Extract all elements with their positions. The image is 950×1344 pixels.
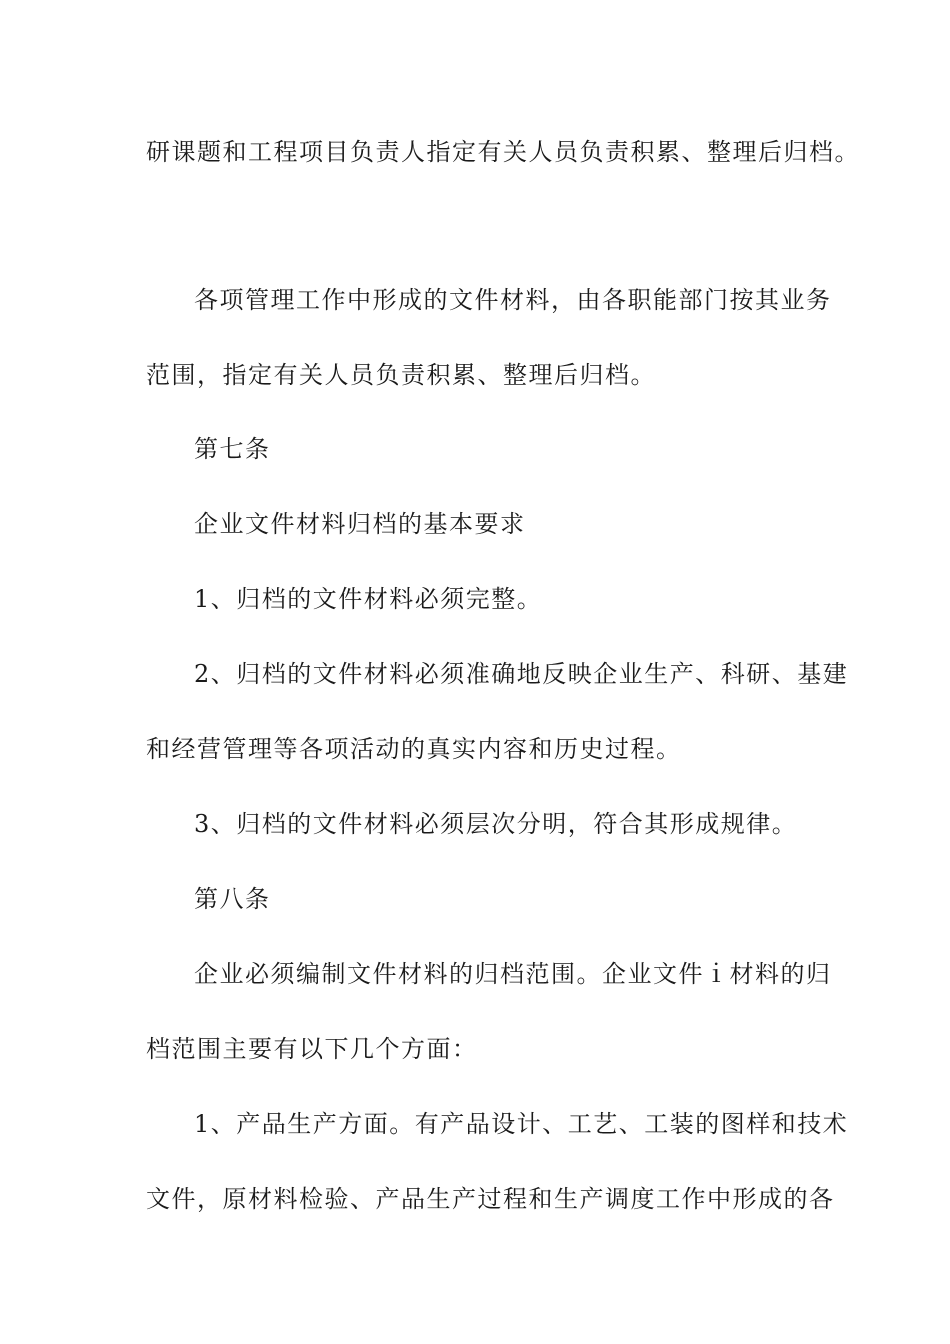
text-line: 企业必须编制文件材料的归档范围。企业文件ｉ材料的归 <box>194 960 832 988</box>
article-heading: 第七条 <box>194 435 271 463</box>
text-line: 范围，指定有关人员负责积累、整理后归档。 <box>146 361 656 389</box>
text-line: 研课题和工程项目负责人指定有关人员负责积累、整理后归档。 <box>146 138 860 166</box>
text-line: 文件，原材料检验、产品生产过程和生产调度工作中形成的各 <box>146 1185 835 1213</box>
list-item: 1、归档的文件材料必须完整。 <box>194 585 543 613</box>
list-item: 2、归档的文件材料必须准确地反映企业生产、科研、基建 <box>194 660 849 688</box>
list-item: 3、归档的文件材料必须层次分明，符合其形成规律。 <box>194 810 798 838</box>
text-line: 各项管理工作中形成的文件材料，由各职能部门按其业务 <box>194 286 832 314</box>
text-line: 企业文件材料归档的基本要求 <box>194 510 526 538</box>
list-item: 1、产品生产方面。有产品设计、工艺、工装的图样和技术 <box>194 1110 849 1138</box>
article-heading: 第八条 <box>194 885 271 913</box>
text-line: 和经营管理等各项活动的真实内容和历史过程。 <box>146 735 682 763</box>
text-line: 档范围主要有以下几个方面： <box>146 1035 478 1063</box>
